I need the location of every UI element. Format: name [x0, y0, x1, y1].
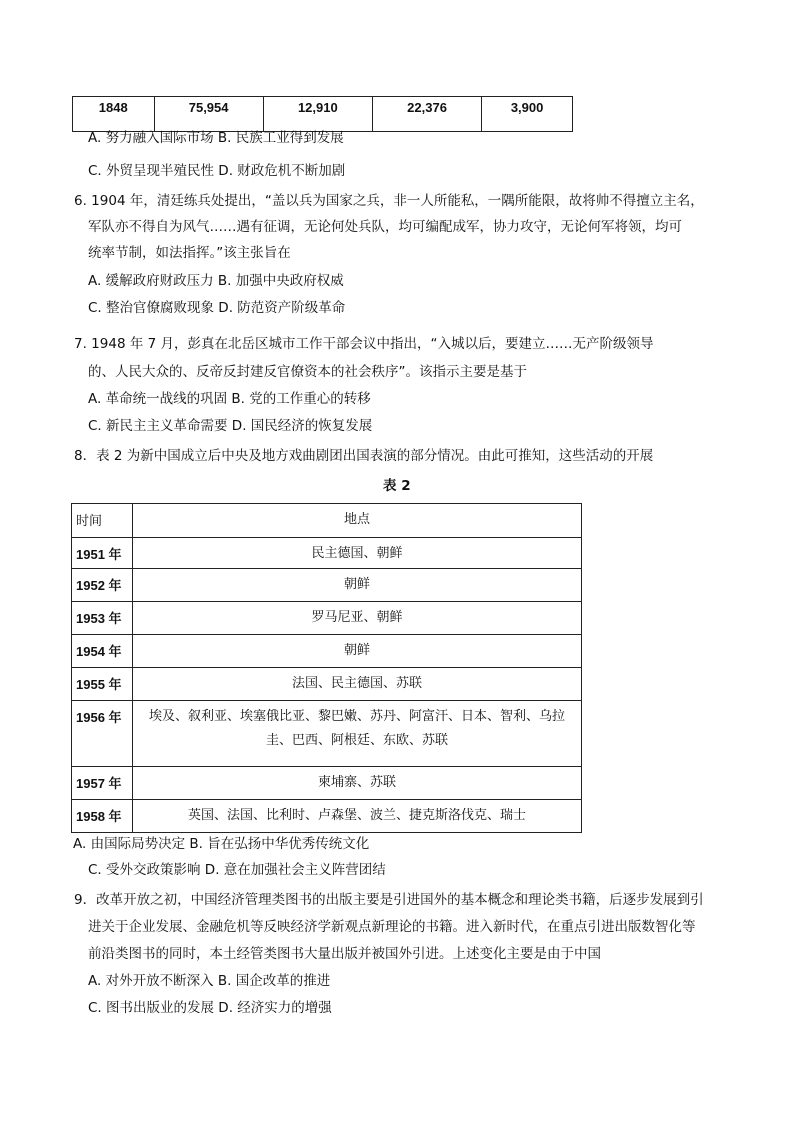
- row-place: 民主德国、朝鲜: [133, 538, 582, 569]
- q5-options-ab: A. 努力融入国际市场 B. 民族工业得到发展: [88, 130, 344, 146]
- q8-options-cd: C. 受外交政策影响 D. 意在加强社会主义阵营团结: [88, 862, 386, 878]
- performance-table: [71, 503, 582, 833]
- table-cell: 12,910: [263, 97, 372, 132]
- row-year: 1951 年: [72, 538, 133, 569]
- q8-stem-line1: 8．表 2 为新中国成立后中央及地方戏曲剧团出国表演的部分情况。由此可推知，这些活动的开展: [74, 448, 654, 464]
- row-year: 1956 年: [72, 701, 133, 767]
- q9-stem-line3: 前沿类图书的同时，本土经管类图书大量出版并被国外引进。上述变化主要是由于中国: [88, 946, 601, 962]
- table-caption: 表 2: [383, 478, 411, 494]
- row-place: 朝鲜: [133, 635, 582, 668]
- data-table-top: [72, 96, 573, 132]
- q7-stem-line2: 的、人民大众的、反帝反封建反官僚资本的社会秩序”。该指示主要是基于: [88, 364, 527, 380]
- row-place: 朝鲜: [133, 569, 582, 602]
- table-row: [72, 668, 582, 701]
- table-row: [72, 800, 582, 833]
- q6-options-ab: A. 缓解政府财政压力 B. 加强中央政府权威: [88, 273, 344, 289]
- row-place: 罗马尼亚、朝鲜: [133, 602, 582, 635]
- row-place: 英国、法国、比利时、卢森堡、波兰、捷克斯洛伐克、瑞士: [133, 800, 582, 833]
- row-year: 1954 年: [72, 635, 133, 668]
- table-row: [72, 602, 582, 635]
- q9-options-ab: A. 对外开放不断深入 B. 国企改革的推进: [88, 973, 331, 989]
- row-place: 柬埔寨、苏联: [133, 767, 582, 800]
- header-time: 时间: [72, 504, 133, 538]
- q6-stem-line1: 6. 1904 年，清廷练兵处提出，“盖以兵为国家之兵，非一人所能私，一隅所能限，故将帅不得擅立主名，: [74, 193, 704, 209]
- row-place: 法国、民主德国、苏联: [133, 668, 582, 701]
- q9-options-cd: C. 图书出版业的发展 D. 经济实力的增强: [88, 1000, 332, 1016]
- q7-options-cd: C. 新民主主义革命需要 D. 国民经济的恢复发展: [88, 418, 373, 434]
- table-row: [72, 635, 582, 668]
- row-place-multiline: [133, 701, 582, 767]
- table-header-row: [72, 504, 582, 538]
- q6-stem-line2: 军队亦不得自为风气……遇有征调，无论何处兵队，均可编配成军，协力攻守，无论何军将领，均可: [88, 219, 682, 235]
- q7-stem-line1: 7. 1948 年 7 月，彭真在北岳区城市工作干部会议中指出，“入城以后，要建立……无产阶级领导: [74, 336, 654, 352]
- q8-options-ab: A. 由国际局势决定 B. 旨在弘扬中华优秀传统文化: [73, 836, 370, 852]
- q7-options-ab: A. 革命统一战线的巩固 B. 党的工作重心的转移: [88, 391, 371, 407]
- q6-options-cd: C. 整治官僚腐败现象 D. 防范资产阶级革命: [88, 300, 346, 316]
- row-year: 1952 年: [72, 569, 133, 602]
- row-year: 1955 年: [72, 668, 133, 701]
- q5-options-cd: C. 外贸呈现半殖民性 D. 财政危机不断加剧: [88, 163, 346, 179]
- row-place-line2: 圭、巴西、阿根廷、东欧、苏联: [265, 733, 448, 748]
- table-row: [72, 538, 582, 569]
- table-cell: 75,954: [154, 97, 263, 132]
- row-place-line1: 埃及、叙利亚、埃塞俄比亚、黎巴嫩、苏丹、阿富汗、日本、智利、乌拉: [148, 709, 565, 724]
- table-row: [72, 701, 582, 767]
- table-row: [72, 569, 582, 602]
- row-year: 1953 年: [72, 602, 133, 635]
- header-place: 地点: [133, 504, 582, 538]
- table-cell: 22,376: [372, 97, 481, 132]
- q6-stem-line3: 统率节制，如法指挥。”该主张旨在: [88, 245, 291, 261]
- q9-stem-line1: 9．改革开放之初，中国经济管理类图书的出版主要是引进国外的基本概念和理论类书籍，后逐步发展到引: [74, 892, 704, 908]
- table-row: [72, 767, 582, 800]
- table-cell: 3,900: [482, 97, 573, 132]
- row-year: 1958 年: [72, 800, 133, 833]
- table-row: [73, 97, 573, 132]
- q9-stem-line2: 进关于企业发展、金融危机等反映经济学新观点新理论的书籍。进入新时代，在重点引进出版数智化等: [88, 919, 696, 935]
- table-cell: 1848: [73, 97, 155, 132]
- row-year: 1957 年: [72, 767, 133, 800]
